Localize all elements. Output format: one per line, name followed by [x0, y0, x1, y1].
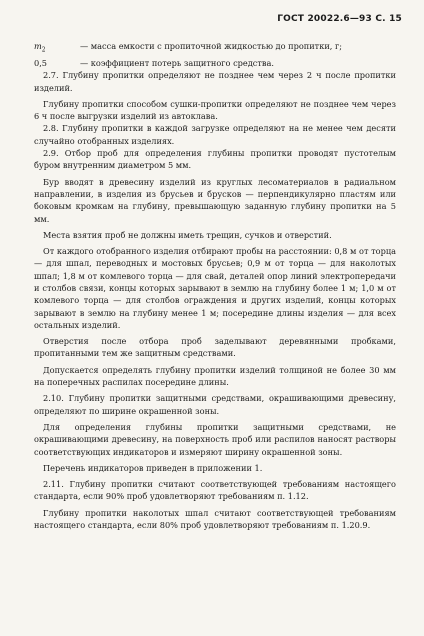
paragraph-indicators-method: Для определения глубины пропитки защитными средствами, не окрашивающими древесину, на поверхность проб или распилов наносят растворы соответствующих индикаторов и измеряют ширину окрашенной зоны.	[34, 421, 396, 457]
paragraph-dry-impregnation: Глубину пропитки способом сушки-пропитки определяют не позднее чем через 6 ч после выгрузки изделий из автоклава.	[34, 98, 396, 122]
paragraph-sampling-distances: От каждого отобранного изделия отбирают пробы на расстоянии: 0,8 м от торца — для шпал, переводных и мостовых брусьев; 0,9 м от торца — для наколотых шпал; 1,8 м от комлевого торца — для свай, деталей опор линий электропередачи и столбов связи, концы которых зарывают в землю на глубину более 1 м; 1,0 м от комлевого торца — для столбов ограждения и других изделий, концы которых зарывают в землю на глубину менее 1 м; посередине длины изделия — для всех остальных изделий.	[34, 246, 396, 330]
paragraph-2-11: 2.11. Глубину пропитки считают соответствующей требованиям настоящего стандарта, если 90% проб удовлетворяют требованиям п. 1.12.	[34, 479, 396, 502]
symbol-m2: $m_2$	[34, 41, 46, 54]
paragraph-2-8: 2.8. Глубину пропитки в каждой загрузке определяют на не менее чем десяти случайно отобранных изделиях.	[34, 123, 396, 146]
definition-coefficient	[34, 57, 396, 69]
definition-m2	[34, 40, 396, 57]
paragraph-holes: Отверстия после отбора проб заделывают деревянными пробками, пропитанными тем же защитным средствами.	[34, 336, 396, 359]
symbol-coefficient: 0,5	[34, 57, 48, 68]
document-body	[34, 40, 396, 531]
page-header: ГОСТ 20022.6—93 С. 15	[277, 14, 402, 24]
paragraph-split-sleepers: Глубину пропитки наколотых шпал считают соответствующей требованиям настоящего стандарта, если 80% проб удовлетворяют требованиям п. 1.20.9.	[34, 507, 396, 531]
paragraph-2-7: 2.7. Глубину пропитки определяют не позднее чем через 2 ч после пропитки изделий.	[34, 70, 396, 93]
definition-m2-text: — масса емкости с пропиточной жидкостью до пропитки, г;	[80, 41, 343, 51]
paragraph-sample-places: Места взятия проб не должны иметь трещин, сучков и отверстий.	[43, 229, 332, 240]
paragraph-allowed: Допускается определять глубину пропитки изделий толщиной не более 30 мм на поперечных распилах посередине длины.	[34, 364, 396, 388]
paragraph-2-10: 2.10. Глубину пропитки защитными средствами, окрашивающими древесину, определяют по ширине окрашенной зоны.	[34, 393, 396, 416]
definition-coefficient-text: — коэффициент потерь защитного средства.	[80, 57, 274, 68]
paragraph-2-9: 2.9. Отбор проб для определения глубины пропитки проводят пустотелым буром внутренним диаметром 5 мм.	[34, 148, 396, 171]
paragraph-indicator-list: Перечень индикаторов приведен в приложении 1.	[43, 462, 263, 473]
paragraph-drill: Бур вводят в древесину изделий из круглых лесоматериалов в радиальном направлении, в изделия из брусьев и брусков — перпендикулярно пластям или боковым кромкам на глубину, превышающую заданную глубину пропитки на 5 мм.	[34, 176, 396, 224]
